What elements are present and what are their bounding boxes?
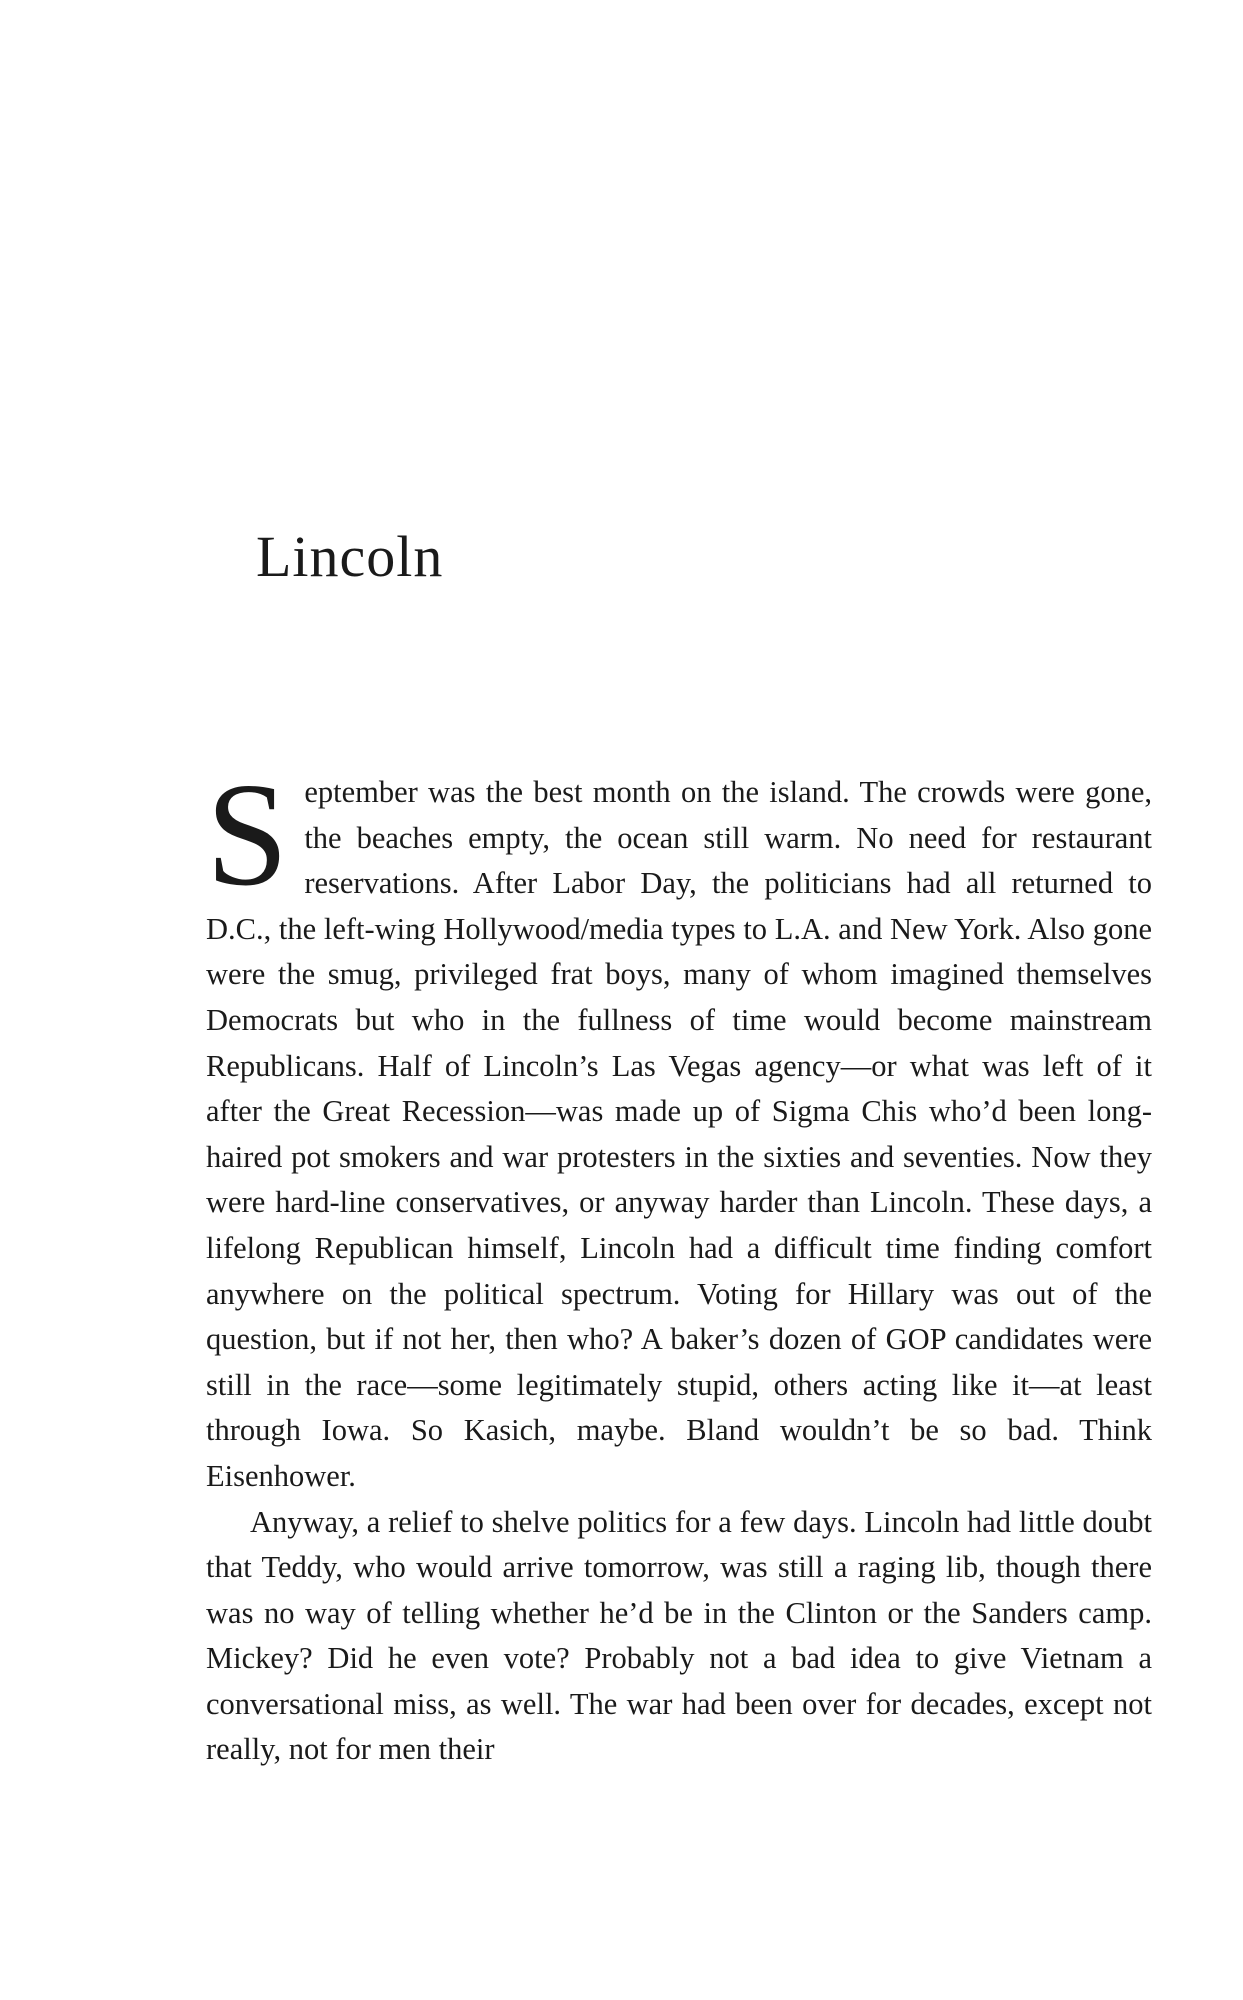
paragraph-1-text: eptember was the best month on the island. The crowds were gone, the beaches empty, the ocean still warm. No need for restaurant reservations. After Labor Day, the politicians had all returned to D.C., the left-wing Hollywood/media types to L.A. and New York. Also gone were the smug, privileged frat boys, many of whom imagined themselves Democrats but who in the fullness of time would become mainstream Republicans. Half of Lincoln’s Las Vegas agency—or what was left of it after the Great Recession—was made up of Sigma Chis who’d been long-haired pot smokers and war protesters in the sixties and seventies. Now they were hard-line conservatives, or anyway harder than Lincoln. These days, a lifelong Republican himself, Lincoln had a difficult time finding comfort anywhere on the political spectrum. Voting for Hillary was out of the question, but if not her, then who? A baker’s dozen of GOP candidates were still in the race—some legitimately stupid, others acting like it—at least through Iowa. So Kasich, maybe. Bland wouldn’t be so bad. Think Eisenhower. — [206, 775, 1152, 1493]
paragraph-2-text: Anyway, a relief to shelve politics for a few days. Lincoln had little doubt that Teddy, who would arrive tomorrow, was still a raging lib, though there was no way of telling whether he’d be in the Clinton or the Sanders camp. Mickey? Did he even vote? Probably not a bad idea to give Vietnam a conversational miss, as well. The war had been over for decades, except not really, not for men their — [206, 1504, 1152, 1767]
paragraph-2 — [206, 1500, 1152, 1774]
chapter-body — [206, 753, 1152, 1773]
drop-cap: S — [206, 753, 289, 917]
paragraph-1 — [206, 753, 1152, 1500]
chapter-title: Lincoln — [256, 524, 444, 589]
